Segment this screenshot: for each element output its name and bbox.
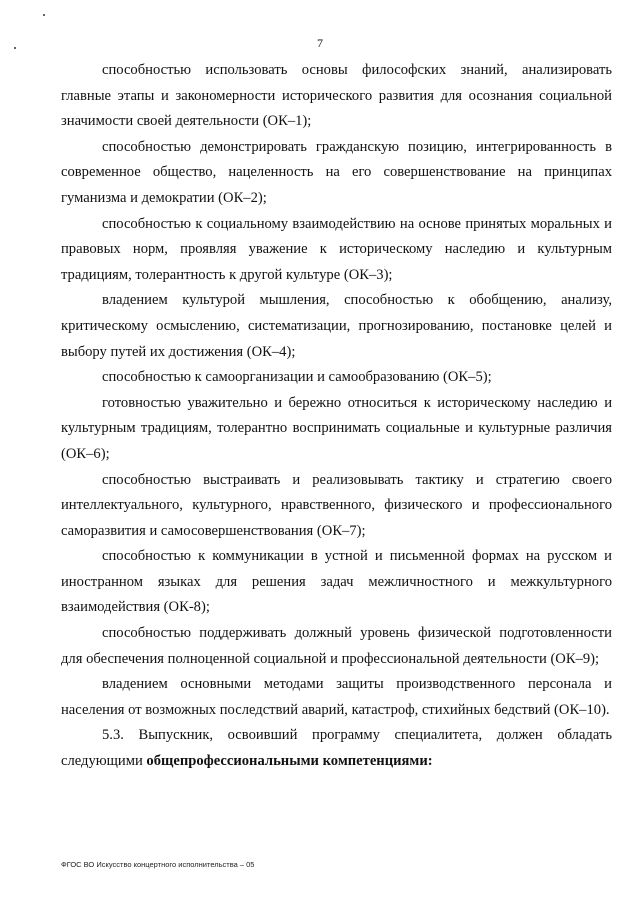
competency-ok-5: способностью к самоорганизации и самообразованию (ОК–5); xyxy=(102,369,492,386)
clause-5-3-bold-term: общепрофессиональными компетенциями: xyxy=(146,753,433,770)
competency-ok-2: способностью демонстрировать гражданскую позицию, интегрированность в современное общество, нацеленность на его совершенствование на принципах гуманизма и демократии (ОК–2); xyxy=(61,138,612,206)
competency-ok-1: способностью использовать основы философских знаний, анализировать главные этапы и закономерности исторического развития для осознания социальной значимости своей деятельности (ОК–1); xyxy=(61,62,612,130)
clause-5-3 xyxy=(61,723,612,774)
competency-ok-3: способностью к социальному взаимодействию на основе принятых моральных и правовых норм, проявляя уважение к историческому наследию и культурным традициям, толерантность к другой культуре (ОК–3); xyxy=(61,215,612,283)
competency-ok-6: готовностью уважительно и бережно относиться к историческому наследию и культурным традициям, толерантно воспринимать социальные и культурные различия (ОК–6); xyxy=(61,394,612,462)
competency-ok-4: владением культурой мышления, способностью к обобщению, анализу, критическому осмыслению, систематизации, прогнозированию, постановке целей и выбору путей их достижения (ОК–4); xyxy=(61,292,612,360)
scan-speck xyxy=(43,14,45,16)
competency-ok-10: владением основными методами защиты производственного персонала и населения от возможных последствий аварий, катастроф, стихийных бедствий (ОК–10). xyxy=(61,676,612,718)
page-number: 7 xyxy=(317,36,323,50)
competency-ok-8: способностью к коммуникации в устной и письменной формах на русском и иностранном языках для решения задач межличностного и межкультурного взаимодействия (ОК-8); xyxy=(61,548,612,616)
competency-ok-9: способностью поддерживать должный уровень физической подготовленности для обеспечения полноценной социальной и профессиональной деятельности (ОК–9); xyxy=(61,625,612,667)
clause-5-3-text: 5.3. Выпускник, освоивший программу специалитета, должен обладать следующими xyxy=(61,727,612,770)
document-body xyxy=(61,58,612,775)
document-footer: ФГОС ВО Искусство концертного исполнительства – 05 xyxy=(61,860,255,869)
competency-ok-7: способностью выстраивать и реализовывать тактику и стратегию своего интеллектуального, культурного, нравственного, физического и профессионального саморазвития и самосовершенствования (ОК–7); xyxy=(61,471,612,539)
